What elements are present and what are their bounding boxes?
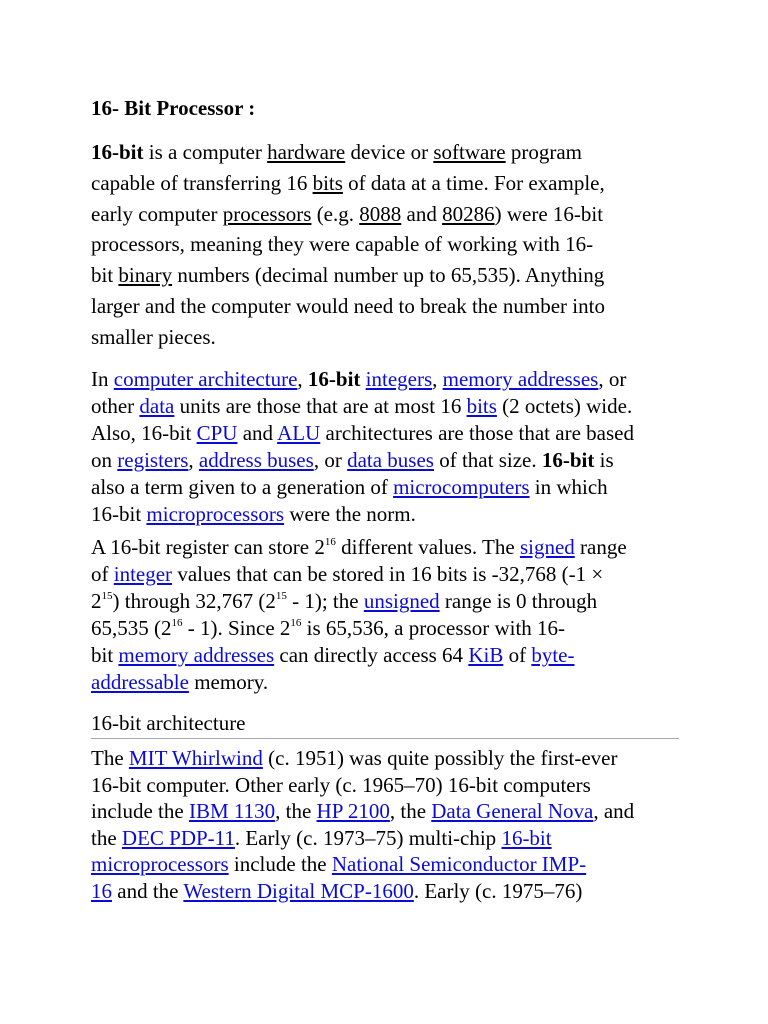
link-byte-addressable[interactable]: addressable — [91, 670, 189, 694]
text-run: bit — [91, 643, 119, 667]
link-16-bit-microprocessors[interactable]: 16-bit — [501, 825, 552, 850]
term-8088: 8088 — [359, 201, 402, 226]
text-line — [91, 501, 691, 528]
link-mit-whirlwind[interactable]: MIT Whirlwind — [128, 746, 263, 770]
text-run: numbers (decimal number up to 65,535). Anything — [172, 263, 605, 288]
text-run: 16-bit — [91, 502, 147, 526]
link-integers[interactable]: integers — [365, 367, 433, 391]
text-line — [91, 588, 691, 615]
link-hp-2100[interactable]: HP 2100 — [316, 799, 390, 823]
text-line — [91, 447, 691, 474]
term-bits: bits — [312, 170, 343, 195]
text-run: , — [188, 448, 199, 472]
text-line — [91, 851, 691, 878]
text-run: is 65,536, a processor with 16- — [301, 616, 566, 640]
text-run: of — [503, 643, 532, 667]
link-unsigned[interactable]: unsigned — [363, 589, 440, 613]
term-80286: 80286 — [442, 201, 495, 226]
text-run: ) through 32,767 (2 — [112, 589, 276, 613]
text-run: - 1). Since 2 — [182, 616, 291, 640]
paragraph-architecture — [91, 366, 691, 528]
text-run: can directly access 64 — [274, 643, 469, 667]
text-run: , — [297, 367, 308, 391]
link-memory-addresses[interactable]: memory addresses — [118, 643, 275, 667]
text-line: smaller pieces. — [91, 324, 216, 349]
text-run: ) were 16-bit — [494, 201, 604, 226]
text-line — [91, 199, 661, 230]
text-run: different values. The — [335, 535, 520, 559]
text-run: - 1); the — [286, 589, 364, 613]
link-byte-addressable[interactable]: byte- — [531, 643, 575, 667]
text-run: and — [237, 421, 278, 445]
text-run: of — [91, 562, 114, 586]
term-hardware: hardware — [267, 140, 346, 164]
text-run: in which — [529, 475, 608, 499]
text-run: units are those that are at most 16 — [174, 394, 467, 418]
link-cpu[interactable]: CPU — [196, 421, 238, 445]
link-microprocessors[interactable]: microprocessors — [146, 502, 285, 526]
link-integer[interactable]: integer — [113, 562, 173, 586]
text-run: bit — [91, 263, 119, 288]
text-line — [91, 393, 691, 420]
text-line — [91, 669, 691, 696]
superscript: 16 — [290, 617, 302, 629]
text-line — [91, 137, 661, 168]
link-address-buses[interactable]: address buses — [198, 448, 314, 472]
text-run: 65,535 (2 — [91, 616, 172, 640]
link-dec-pdp-11[interactable]: DEC PDP-11 — [121, 825, 235, 850]
text-line: 16-bit computer. Other early (c. 1965–70) 16-bit computers — [91, 772, 591, 797]
text-run: other — [91, 394, 140, 418]
link-memory-addresses[interactable]: memory addresses — [442, 367, 599, 391]
link-microcomputers[interactable]: microcomputers — [393, 475, 530, 499]
paragraph-history — [91, 745, 691, 904]
text-run: of that size. — [433, 448, 542, 472]
text-run: values that can be stored in 16 bits is -32,768 (-1 × — [172, 562, 604, 586]
text-run: , or — [598, 367, 627, 391]
text-run: , or — [313, 448, 348, 472]
text-run: (e.g. — [311, 201, 360, 226]
text-line — [91, 420, 691, 447]
text-run: architectures are those that are based — [320, 421, 634, 445]
link-data-general-nova[interactable]: Data General Nova — [431, 799, 594, 823]
text-line — [91, 825, 691, 852]
term-software: software — [433, 140, 506, 164]
text-line — [91, 561, 691, 588]
text-run: capable of transferring 16 — [91, 170, 313, 195]
text-line — [91, 168, 661, 199]
bold-term: 16-bit — [91, 140, 144, 164]
link-ibm-1130[interactable]: IBM 1130 — [188, 799, 276, 823]
text-line — [91, 615, 691, 642]
text-run: The — [91, 746, 129, 770]
text-run: the — [91, 825, 122, 850]
text-run: on — [91, 448, 118, 472]
text-line — [91, 366, 691, 393]
text-run: range is 0 through — [439, 589, 598, 613]
superscript: 16 — [324, 536, 336, 548]
text-line: larger and the computer would need to break the number into — [91, 293, 605, 318]
text-run: (2 octets) wide. — [496, 394, 633, 418]
link-national-semiconductor-imp-16[interactable]: National Semiconductor IMP- — [331, 852, 587, 876]
link-kib[interactable]: KiB — [468, 643, 504, 667]
text-run: In — [91, 367, 114, 391]
text-run: . Early (c. 1975–76) — [413, 878, 583, 903]
text-run: , — [432, 367, 443, 391]
text-run: also a term given to a generation of — [91, 475, 394, 499]
text-run: device or — [345, 140, 434, 164]
text-run: is a computer — [143, 140, 268, 164]
text-run: and the — [112, 878, 184, 903]
superscript: 16 — [171, 617, 183, 629]
text-line — [91, 642, 691, 669]
term-processors: processors — [222, 201, 312, 226]
text-run: were the norm. — [284, 502, 416, 526]
text-line — [91, 878, 691, 905]
text-run: include the — [228, 852, 332, 876]
text-run: (c. 1951) was quite possibly the first-ever — [262, 746, 618, 770]
link-registers[interactable]: registers — [117, 448, 189, 472]
section-heading: 16-bit architecture — [91, 710, 679, 739]
link-data-buses[interactable]: data buses — [347, 448, 434, 472]
page-title: 16- Bit Processor : — [91, 96, 256, 120]
text-line: processors, meaning they were capable of working with 16- — [91, 232, 594, 257]
text-run: , the — [389, 799, 432, 823]
link-bits[interactable]: bits — [466, 394, 497, 418]
paragraph-intro — [91, 137, 661, 353]
text-run: early computer — [91, 201, 223, 226]
text-run: program — [505, 140, 583, 164]
link-16-bit-microprocessors[interactable]: microprocessors — [91, 852, 229, 876]
term-binary: binary — [118, 263, 173, 288]
text-run: memory. — [188, 670, 269, 694]
text-run: include the — [91, 799, 189, 823]
text-line — [91, 474, 691, 501]
text-run: and — [401, 201, 443, 226]
bold-term: 16-bit — [541, 448, 595, 472]
superscript: 15 — [275, 590, 287, 602]
link-western-digital-mcp-1600[interactable]: Western Digital MCP-1600 — [183, 878, 414, 903]
bold-term: 16-bit — [307, 367, 361, 391]
text-run: , and — [593, 799, 635, 823]
text-run: , the — [275, 799, 317, 823]
text-run: of data at a time. For example, — [342, 170, 605, 195]
link-national-semiconductor-imp-16[interactable]: 16 — [91, 878, 112, 903]
superscript: 15 — [101, 590, 113, 602]
text-line — [91, 745, 691, 772]
link-alu[interactable]: ALU — [277, 421, 321, 445]
link-computer-architecture[interactable]: computer architecture — [113, 367, 298, 391]
text-run: . Early (c. 1973–75) multi-chip — [234, 825, 502, 850]
text-run: Also, 16-bit — [91, 421, 197, 445]
paragraph-register-range — [91, 534, 691, 696]
text-line — [91, 534, 691, 561]
text-run: range — [574, 535, 627, 559]
text-line — [91, 260, 661, 291]
link-signed[interactable]: signed — [519, 535, 575, 559]
link-data[interactable]: data — [139, 394, 175, 418]
text-line — [91, 798, 691, 825]
text-run: 2 — [91, 589, 102, 613]
text-run: is — [594, 448, 614, 472]
text-run: A 16-bit register can store 2 — [91, 535, 325, 559]
